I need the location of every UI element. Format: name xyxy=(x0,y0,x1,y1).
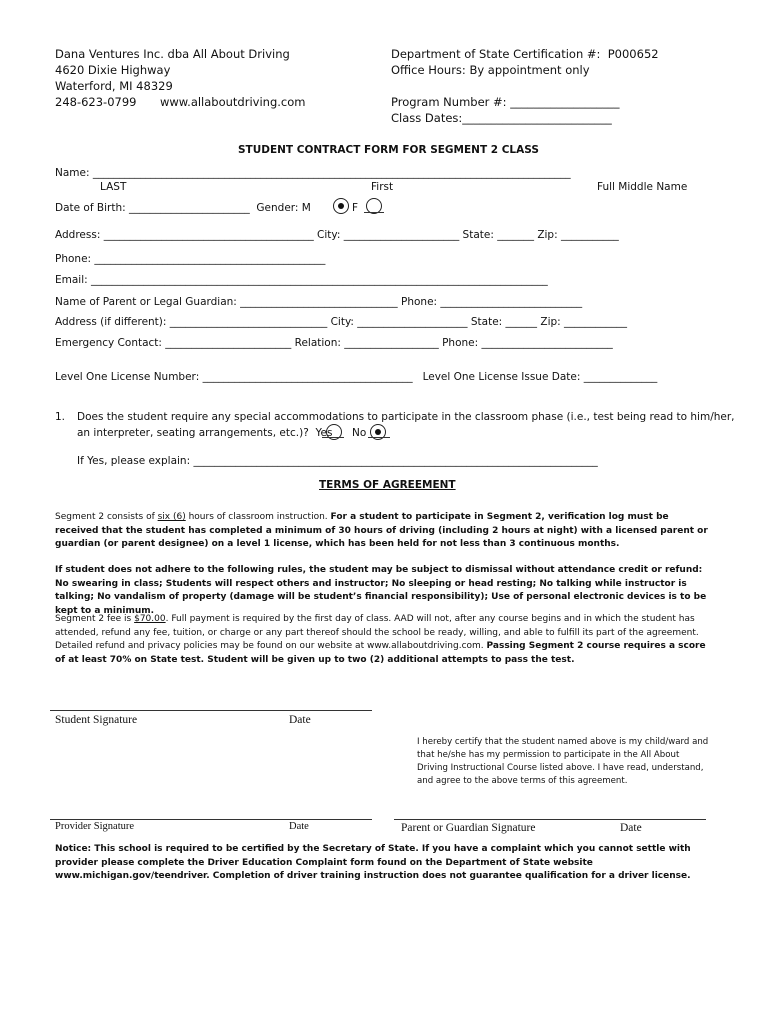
terms-p3-fee: $70.00 xyxy=(134,614,166,624)
class-dates-field[interactable]: Class Dates:__________________________ xyxy=(391,111,612,125)
terms-p1-hours: six (6) xyxy=(157,512,186,522)
terms-paragraph-2: If student does not adhere to the following rules, the student may be subject to dismissal without attendance credit or refund: No swearing in class; Students will respect others and instructor; No sleeping or head resting; No talking while instructor is talking; No vandalism of property (damage will be student’s financial responsibility); Use of personal electronic devices is to be kept to a minimum. xyxy=(55,565,707,616)
student-signature-line[interactable] xyxy=(50,710,372,711)
terms-heading: TERMS OF AGREEMENT xyxy=(319,479,456,491)
provider-signature-line[interactable] xyxy=(50,819,372,820)
accommodations-no-radio[interactable] xyxy=(370,422,386,441)
office-hours: Office Hours: By appointment only xyxy=(391,63,590,77)
terms-p3-bold: Passing Segment 2 course requires a score of at least 70% on State test. Student will be given up to two (2) additional attempts to pass the test. xyxy=(55,641,706,665)
terms-p3-plain2: . Full payment is required by the first day of class. AAD will not, after any course begins and in which the student has attended, refund any fee, tuition, or charge or any part thereof should the school be ready, willing, and able to fulfill its part of the agreement. Detailed refund and privacy policies may be found on our website at www.allaboutdriving.com. xyxy=(55,614,699,651)
gender-m-radio[interactable] xyxy=(333,196,349,215)
company-website: www.allaboutdriving.com xyxy=(160,95,306,109)
alt-address-field[interactable]: Address (if different): ______________________________ City: _____________________ State: ______ Zip: ____________ xyxy=(55,316,628,328)
company-phone: 248-623-0799 xyxy=(55,95,137,109)
provider-date-label: Date xyxy=(289,821,309,832)
notice-text: Notice: This school is required to be certified by the Secretary of State. If you have a complaint which you cannot settle with provider please complete the Driver Education Complaint form found on the Department of State website www.michigan.gov/teendriver. Completion of driver training instruction does not guarantee qualification for a driver license. xyxy=(55,844,691,881)
email-field[interactable]: Email: _______________________________________________________________________________________ xyxy=(55,274,548,286)
student-signature-label: Student Signature xyxy=(55,714,138,726)
question-text-line1: Does the student require any special accommodations to participate in the classroom phase (i.e., test being read to him/her, xyxy=(77,411,735,423)
parent-date-label: Date xyxy=(620,822,642,834)
parent-guardian-field[interactable]: Name of Parent or Legal Guardian: ______________________________ Phone: ___________________________ xyxy=(55,296,583,308)
terms-p1-bold: For a student to participate in Segment 2, verification log must be received that the student has completed a minimum of 30 hours of driving (including 2 hours at night) with a licensed parent or guardian (or parent designee) on a level 1 license, which has been held for not less than 3 continuous months. xyxy=(55,512,708,549)
accommodations-yes-radio[interactable] xyxy=(326,422,342,441)
parent-signature-line[interactable] xyxy=(394,819,706,820)
name-middle-label: Full Middle Name xyxy=(597,181,688,193)
provider-signature-label: Provider Signature xyxy=(55,821,135,832)
emergency-contact-field[interactable]: Emergency Contact: ________________________ Relation: __________________ Phone: _________________________ xyxy=(55,337,613,349)
name-last-label: LAST xyxy=(100,181,127,193)
parent-signature-label: Parent or Guardian Signature xyxy=(401,822,536,834)
question-text-line2: an interpreter, seating arrangements, etc.)? Yes xyxy=(77,427,333,439)
terms-paragraph-1 xyxy=(55,511,710,552)
address-field[interactable]: Address: ________________________________________ City: ______________________ State: _______ Zip: ___________ xyxy=(55,229,619,241)
program-number-field[interactable]: Program Number #: ___________________ xyxy=(391,95,620,109)
student-date-label: Date xyxy=(289,714,311,726)
radio-selected-icon xyxy=(333,198,349,214)
gender-f-label: F xyxy=(352,202,359,214)
yes-underline xyxy=(322,437,344,438)
terms-p1-plain2: hours of classroom instruction. xyxy=(185,512,331,522)
guardian-certification: I hereby certify that the student named above is my child/ward and that he/she has my permission to participate in the All About Driving Instructional Course listed above. I have read, understand, and agree to the above terms of this agreement. xyxy=(417,737,709,786)
no-underline xyxy=(368,437,390,438)
company-name: Dana Ventures Inc. dba All About Driving xyxy=(55,47,290,61)
terms-p3-plain: Segment 2 fee is xyxy=(55,614,135,624)
explain-field[interactable]: If Yes, please explain: _____________________________________________________________________________ xyxy=(77,455,598,467)
name-field[interactable]: Name: ___________________________________________________________________________________________ xyxy=(55,167,571,179)
state-certification: Department of State Certification #: P000652 xyxy=(391,47,659,61)
name-first-label: First xyxy=(371,181,394,193)
company-street: 4620 Dixie Highway xyxy=(55,63,171,77)
form-title: STUDENT CONTRACT FORM FOR SEGMENT 2 CLASS xyxy=(238,144,539,156)
gender-underline xyxy=(364,212,384,213)
accommodations-no-label: No xyxy=(352,427,367,439)
phone-field[interactable]: Phone: ____________________________________________ xyxy=(55,253,326,265)
dob-field[interactable]: Date of Birth: _______________________ Gender: M xyxy=(55,202,311,214)
question-number: 1. xyxy=(55,411,66,423)
license-field[interactable]: Level One License Number: ________________________________________ Level One License Issue Date: ______________ xyxy=(55,371,658,383)
company-city: Waterford, MI 48329 xyxy=(55,79,173,93)
terms-p1-plain: Segment 2 consists of xyxy=(55,512,158,522)
terms-paragraph-3 xyxy=(55,613,715,667)
